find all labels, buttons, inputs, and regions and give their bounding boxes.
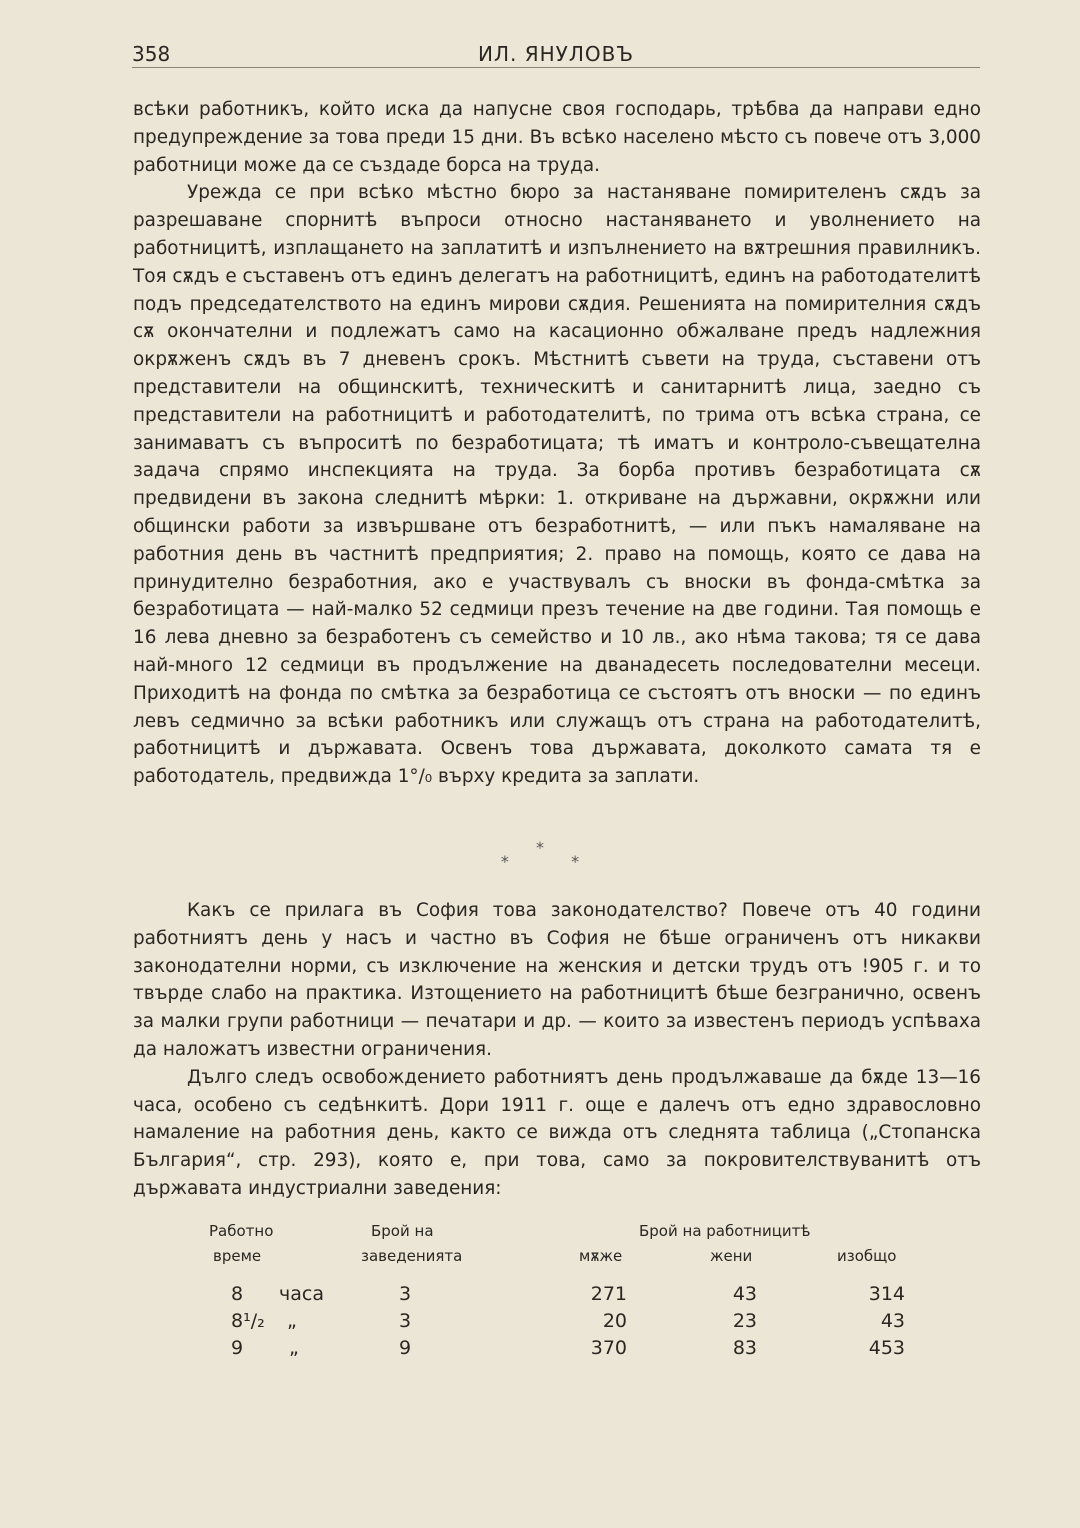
cell-total: 453 xyxy=(868,1337,905,1359)
cell-women: 23 xyxy=(732,1310,757,1332)
cell-men: 271 xyxy=(590,1283,627,1305)
paragraph: Дълго следъ освобождението работниятъ день продължаваше да бѫде 13—16 часа, особено съ седѣнкитѣ. Дори 1911 г. още е далечъ отъ едно здравословно намаление на работния день, както се вижда отъ следнята таблица („Стопанска България“, стр. 293), която е, при това, само за покровителствуванитѣ отъ държавата индустриални заведения: xyxy=(133,1066,981,1199)
header-men: мѫже xyxy=(579,1247,623,1265)
cell-total: 43 xyxy=(880,1310,905,1332)
cell-total: 314 xyxy=(868,1283,905,1305)
paragraph: всѣки работникъ, който иска да напусне своя господарь, трѣбва да направи едно предупреждение за това преди 15 дни. Въ всѣко населено мѣсто съ повече отъ 3,000 работници може да се създаде борса на труда. xyxy=(133,99,981,176)
running-head: ИЛ. ЯНУЛОВЪ xyxy=(478,42,634,66)
cell-men: 370 xyxy=(590,1337,627,1359)
body-text-bottom xyxy=(133,897,981,1203)
cell-establishments: 3 xyxy=(399,1283,412,1305)
cell-hours: 8 xyxy=(231,1283,244,1305)
header-women: жени xyxy=(710,1247,753,1265)
cell-unit: часа xyxy=(279,1283,324,1305)
asterisk: * xyxy=(500,852,509,871)
cell-women: 83 xyxy=(732,1337,757,1359)
cell-hours: 8¹/₂ xyxy=(231,1310,265,1332)
page-number: 358 xyxy=(132,42,171,66)
asterisk: * xyxy=(536,838,544,857)
cell-establishments: 9 xyxy=(399,1337,412,1359)
header-rule xyxy=(132,67,980,68)
header-total: изобщо xyxy=(837,1247,897,1265)
header-time-1: Работно xyxy=(209,1222,274,1240)
header-time-2: време xyxy=(213,1247,262,1265)
cell-unit: „ xyxy=(289,1337,299,1359)
cell-men: 20 xyxy=(602,1310,627,1332)
paragraph: Какъ се прилага въ София това законодателство? Повече отъ 40 години работниятъ день у насъ и частно въ София не бѣше ограниченъ отъ никакви законодателни норми, съ изключение на женския и детски трудъ отъ !905 г. и то твърде слабо на практика. Изтощението на работницитѣ бѣше безгранично, освенъ за малки групи работници — печатари и др. — които за известенъ периодъ успѣваха да наложатъ известни ограничения. xyxy=(133,900,981,1060)
cell-establishments: 3 xyxy=(399,1310,412,1332)
header-workers: Брой на работницитѣ xyxy=(639,1222,811,1240)
header-establishments-2: заведенията xyxy=(361,1247,463,1265)
asterisk: * xyxy=(571,852,580,871)
header-establishments-1: Брой на xyxy=(371,1222,434,1240)
body-text-top xyxy=(133,96,981,791)
section-separator xyxy=(0,838,1080,871)
page-header xyxy=(132,38,980,68)
cell-unit: „ xyxy=(287,1310,297,1332)
cell-hours: 9 xyxy=(231,1337,244,1359)
paragraph: Урежда се при всѣко мѣстно бюро за настаняване помирителенъ сѫдъ за разрешаване спорнитѣ въпроси относно настаняването и уволнението на работницитѣ, изплащането на заплатитѣ и изпълнението на вѫтрешния правилникъ. Тоя сѫдъ е съставенъ отъ единъ делегатъ на работницитѣ, единъ на работодателитѣ подъ председателството на единъ мирови сѫдия. Решенията на помирителния сѫдъ сѫ окончателни и подлежатъ само на касационно обжалване предъ надлежния окрѫженъ сѫдъ въ 7 дневенъ срокъ. Мѣстнитѣ съвети на труда, съставени отъ представители на общинскитѣ, техническитѣ и санитарнитѣ лица, заедно съ представители на работницитѣ и работодателитѣ, по трима отъ всѣка страна, се занимаватъ съ въпроситѣ по безработицата; тѣ иматъ и контроло-съвещателна задача спрямо инспекцията на труда. За борба противъ безработицата сѫ предвидени въ закона следнитѣ мѣрки: 1. откриване на държавни, окрѫжни или общински работи за извършване отъ безработнитѣ, — или пъкъ намаляване на работния день въ частнитѣ предприятия; 2. право на помощь, която се дава на принудително безработния, ако е участвувалъ съ вноски въ фонда-смѣтка за безработицата — най-малко 52 седмици презъ течение на две години. Тая помощь е 16 лева дневно за безработенъ съ семейство и 10 лв., ако нѣма такова; тя се дава най-много 12 седмици въ продължение на дванадесеть последователни месеци. Приходитѣ на фонда по смѣтка за безработица се състоятъ отъ вноски — по единъ левъ седмично за всѣки работникъ или служащъ отъ страна на работодателитѣ, работницитѣ и държавата. Освенъ това държавата, доколкото самата тя е работодатель, предвижда 1°/₀ върху кредита за заплати. xyxy=(133,182,981,788)
cell-women: 43 xyxy=(732,1283,757,1305)
